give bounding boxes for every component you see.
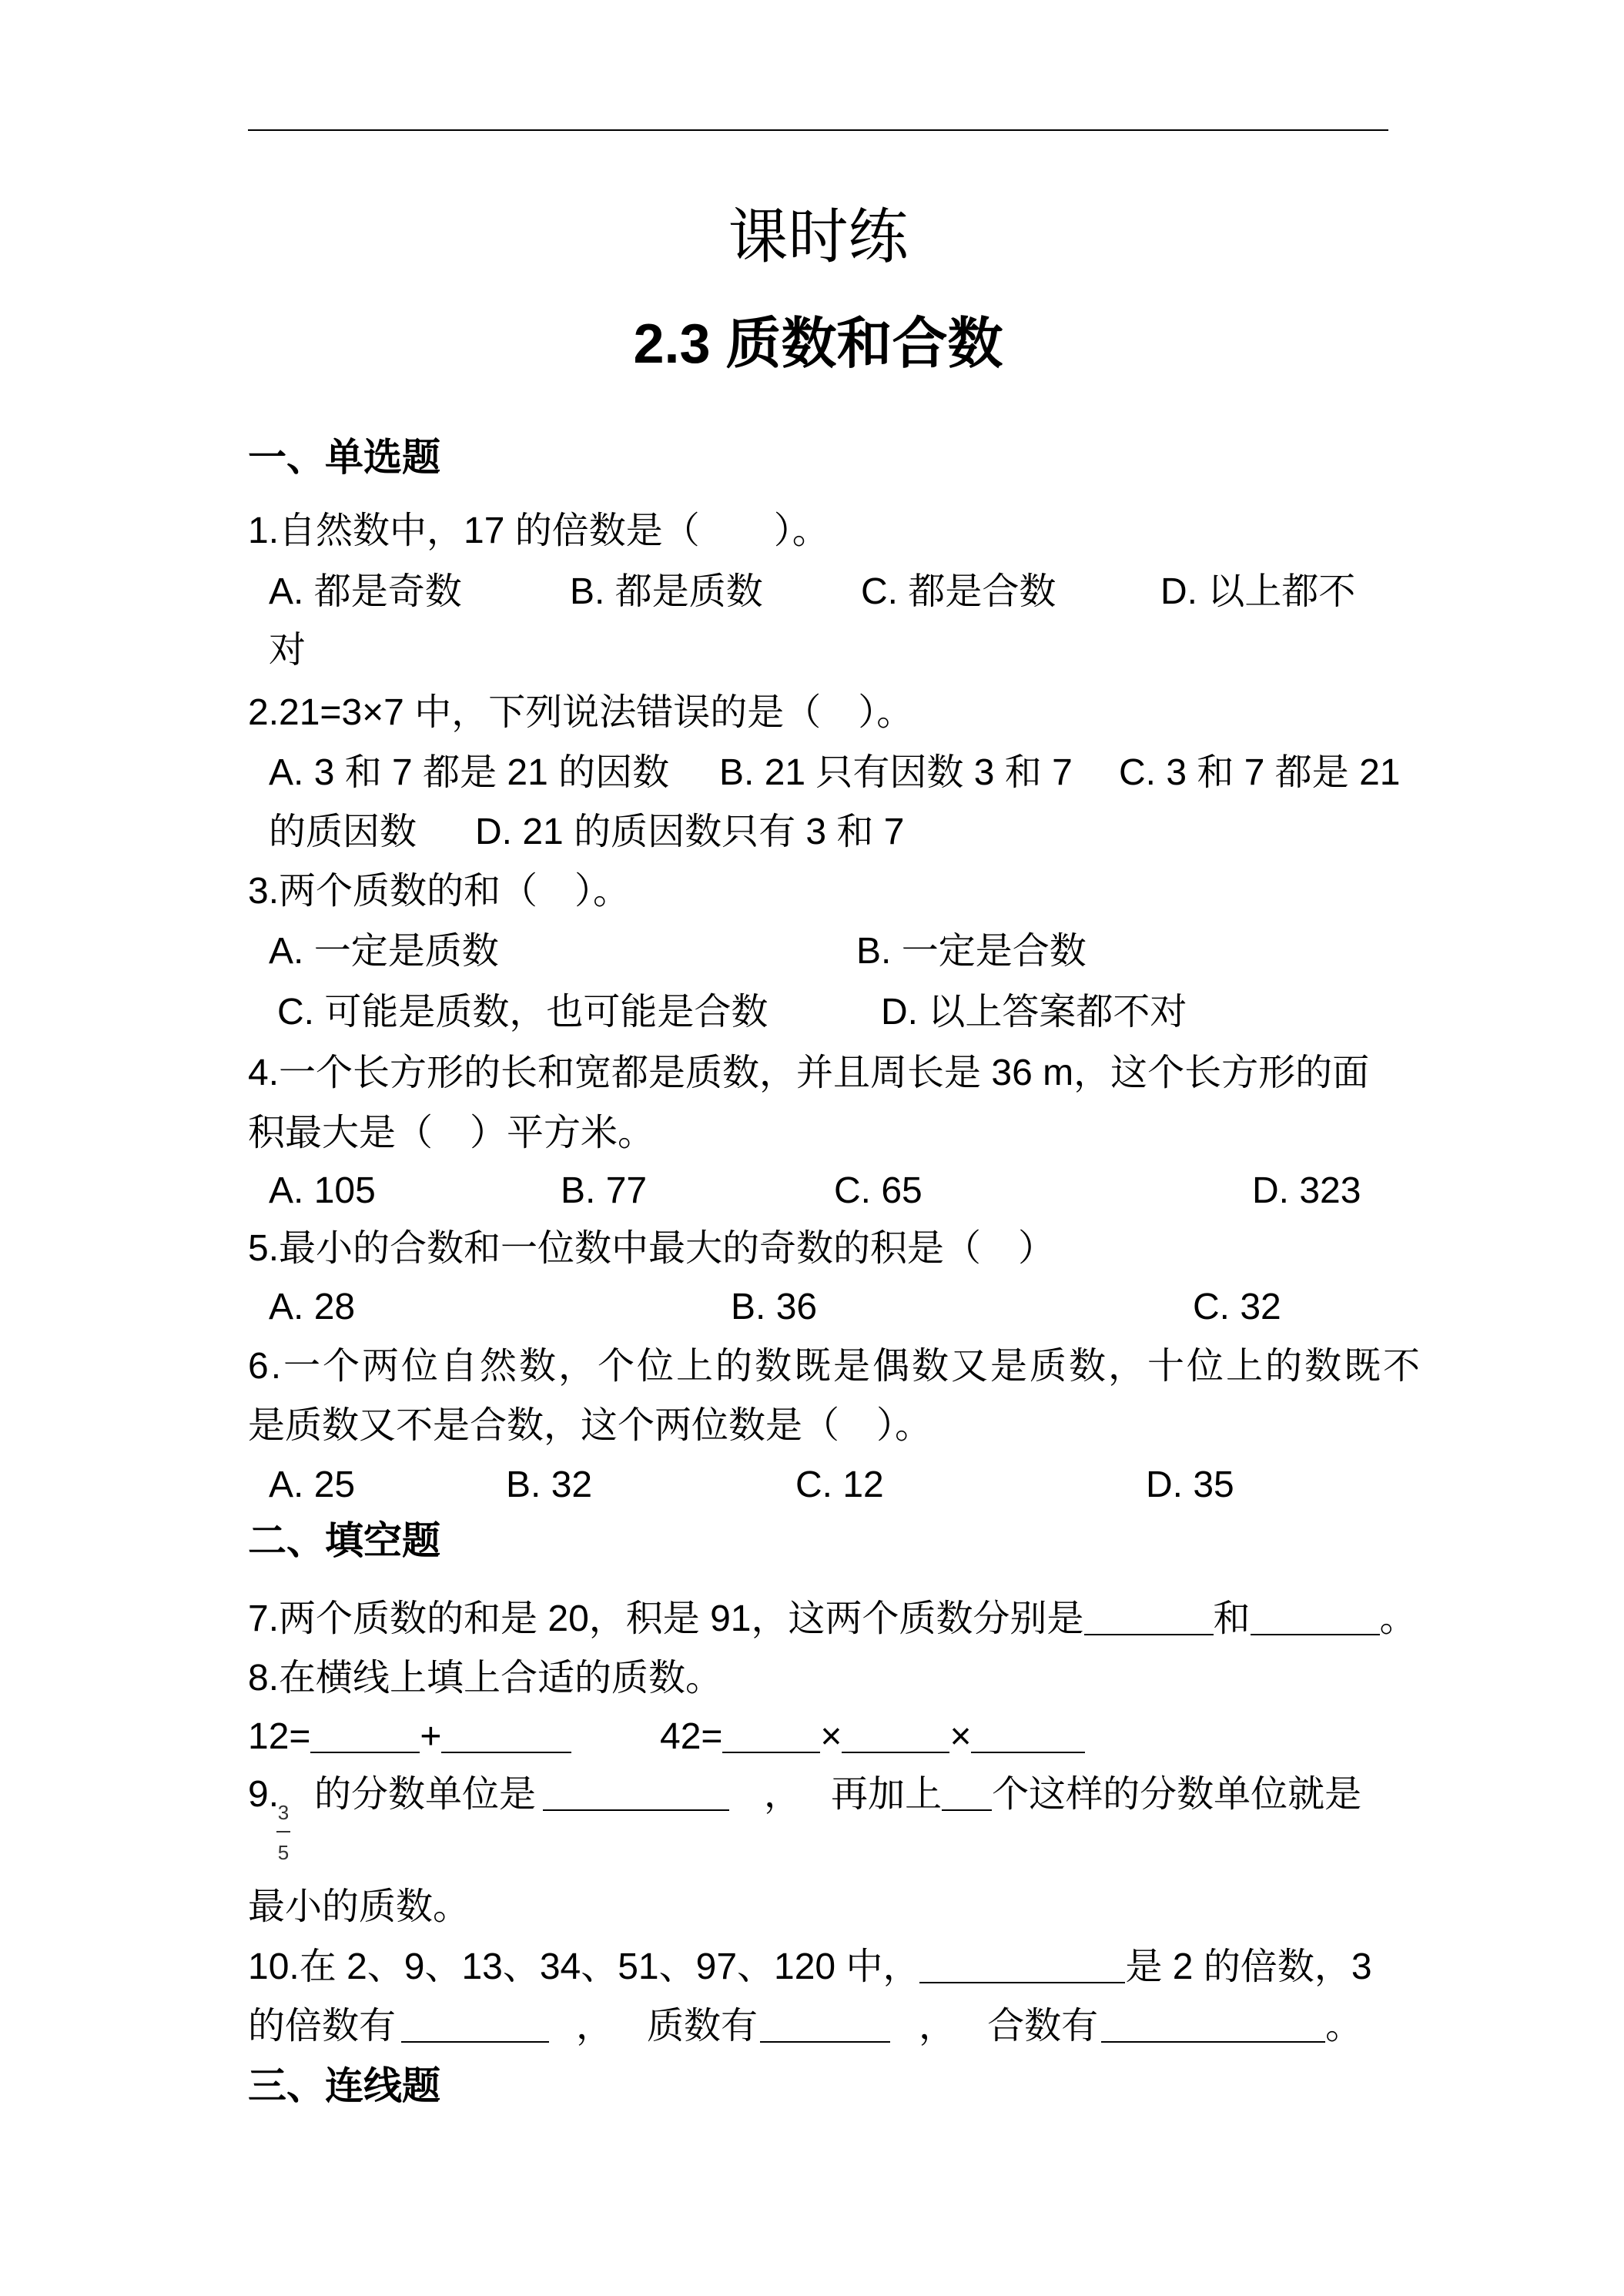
answer-blank [441, 1721, 571, 1753]
q5-option-c: C. 32 [1193, 1287, 1281, 1327]
answer-blank [942, 1779, 992, 1811]
q10-text-p1: 的倍数有 [248, 2006, 397, 2047]
section-heading-single-choice: 一、单选题 [248, 436, 440, 479]
q9-text-part3: 个这样的分数单位就是 [992, 1774, 1362, 1815]
q10-text-p2: 质数有 [647, 2006, 758, 2047]
q8-eq1-lhs: 12= [248, 1716, 311, 1757]
q1-option-d: D. 以上都不 [1160, 571, 1356, 612]
q10-text-before: 10.在 2、9、13、34、51、97、120 中， [248, 1946, 920, 1987]
q2-options-row2 [0, 809, 1624, 855]
q10-line2 [248, 2003, 1362, 2050]
q6-options [0, 1462, 1624, 1508]
q9-line2: 最小的质数。 [248, 1886, 470, 1927]
q10-text-after: 是 2 的倍数，3 [1125, 1946, 1372, 1987]
q9-comma: ， [764, 1774, 802, 1815]
q10-text-p3: 合数有 [987, 2006, 1099, 2047]
q1-options [0, 569, 1624, 615]
q1-option-a: A. 都是奇数 [269, 571, 462, 612]
q4-option-d: D. 323 [1252, 1170, 1361, 1211]
answer-blank [310, 1721, 420, 1753]
answer-blank [401, 2010, 549, 2043]
q9-text-part1: 的分数单位是 [314, 1774, 537, 1815]
q7-text-middle: 和 [1213, 1598, 1251, 1639]
answer-blank [760, 2010, 890, 2043]
q10-comma-2: ， [919, 2006, 956, 2047]
q6-stem-line2: 是质数又不是合数，这个两位数是（ ）。 [248, 1405, 933, 1446]
q2-option-b: B. 21 只有因数 3 和 7 [719, 752, 1073, 793]
document-title: 课时练 [728, 202, 909, 270]
q3-option-b: B. 一定是合数 [856, 931, 1087, 972]
q4-option-a: A. 105 [269, 1170, 376, 1211]
q7-text-end: 。 [1379, 1598, 1417, 1639]
q9-text-part2: 再加上 [831, 1774, 943, 1815]
q7-line [248, 1596, 1417, 1642]
q6-stem-line1: 6.一个两位自然数，个位上的数既是偶数又是质数，十位上的数既不 [248, 1346, 1423, 1387]
section-heading-matching: 三、连线题 [248, 2064, 440, 2107]
q10-comma-1: ， [576, 2006, 614, 2047]
q10-text-end: 。 [1325, 2006, 1363, 2047]
q9-line1 [248, 1772, 1361, 1818]
q1-stem: 1.自然数中，17 的倍数是（ ）。 [248, 510, 829, 551]
q1-option-d-wrap: 对 [269, 630, 306, 671]
q8-stem: 8.在横线上填上合适的质数。 [248, 1658, 723, 1699]
q3-stem: 3.两个质数的和（ ）。 [248, 871, 631, 912]
answer-blank [1101, 2010, 1325, 2043]
q8-eq2-operator-2: × [949, 1716, 972, 1757]
q8-eq2-lhs: 42= [660, 1716, 723, 1757]
answer-blank [971, 1721, 1085, 1753]
answer-blank [722, 1721, 820, 1753]
q4-options [0, 1168, 1624, 1214]
q10-line1 [248, 1944, 1372, 1990]
q5-options [0, 1284, 1624, 1330]
q8-equation-2 [660, 1714, 1085, 1760]
q2-stem: 2.21=3×7 中，下列说法错误的是（ ）。 [248, 692, 914, 733]
header-rule [248, 129, 1388, 131]
q2-option-c-wrap: 的质因数 [269, 812, 417, 852]
q3-option-c: C. 可能是质数，也可能是合数 [277, 992, 768, 1033]
answer-blank [543, 1779, 729, 1811]
fraction-denominator: 5 [277, 1841, 290, 1864]
section-heading-fill-blank: 二、填空题 [248, 1519, 440, 1562]
q3-options-row2 [0, 989, 1624, 1036]
q1-option-b: B. 都是质数 [570, 571, 763, 612]
q6-option-a: A. 25 [269, 1464, 356, 1505]
answer-blank [1251, 1603, 1380, 1635]
fraction-bar [276, 1831, 290, 1832]
q4-stem-line1: 4.一个长方形的长和宽都是质数，并且周长是 36 m，这个长方形的面 [248, 1053, 1370, 1093]
fraction [274, 1802, 293, 1863]
q3-option-d: D. 以上答案都不对 [881, 992, 1187, 1033]
q6-option-d: D. 35 [1146, 1464, 1234, 1505]
q8-eq2-operator-1: × [820, 1716, 842, 1757]
q8-equation-1 [248, 1714, 571, 1760]
q9-number: 9. [248, 1774, 280, 1815]
q8-equations [0, 1714, 1624, 1760]
q5-stem: 5.最小的合数和一位数中最大的奇数的积是（ ） [248, 1228, 1056, 1269]
q4-stem-line2: 积最大是（ ）平方米。 [248, 1113, 655, 1153]
answer-blank [842, 1721, 949, 1753]
answer-blank [919, 1951, 1125, 1983]
q2-options-row1 [0, 750, 1624, 796]
q5-option-b: B. 36 [731, 1287, 818, 1327]
q6-option-c: C. 12 [795, 1464, 884, 1505]
q8-eq1-operator: + [420, 1716, 442, 1757]
q2-option-d: D. 21 的质因数只有 3 和 7 [475, 812, 905, 852]
answer-blank [1084, 1603, 1214, 1635]
q6-option-b: B. 32 [506, 1464, 593, 1505]
q2-option-c: C. 3 和 7 都是 21 [1119, 752, 1401, 793]
q4-option-b: B. 77 [561, 1170, 648, 1211]
document-subtitle: 2.3 质数和合数 [633, 313, 1003, 375]
q7-text-before: 7.两个质数的和是 20，积是 91，这两个质数分别是 [248, 1598, 1084, 1639]
q3-option-a: A. 一定是质数 [269, 931, 499, 972]
q1-option-c: C. 都是合数 [861, 571, 1056, 612]
q4-option-c: C. 65 [834, 1170, 922, 1211]
q3-options-row1 [0, 929, 1624, 975]
fraction-numerator: 3 [277, 1801, 290, 1824]
q5-option-a: A. 28 [269, 1287, 356, 1327]
q2-option-a: A. 3 和 7 都是 21 的因数 [269, 752, 670, 793]
